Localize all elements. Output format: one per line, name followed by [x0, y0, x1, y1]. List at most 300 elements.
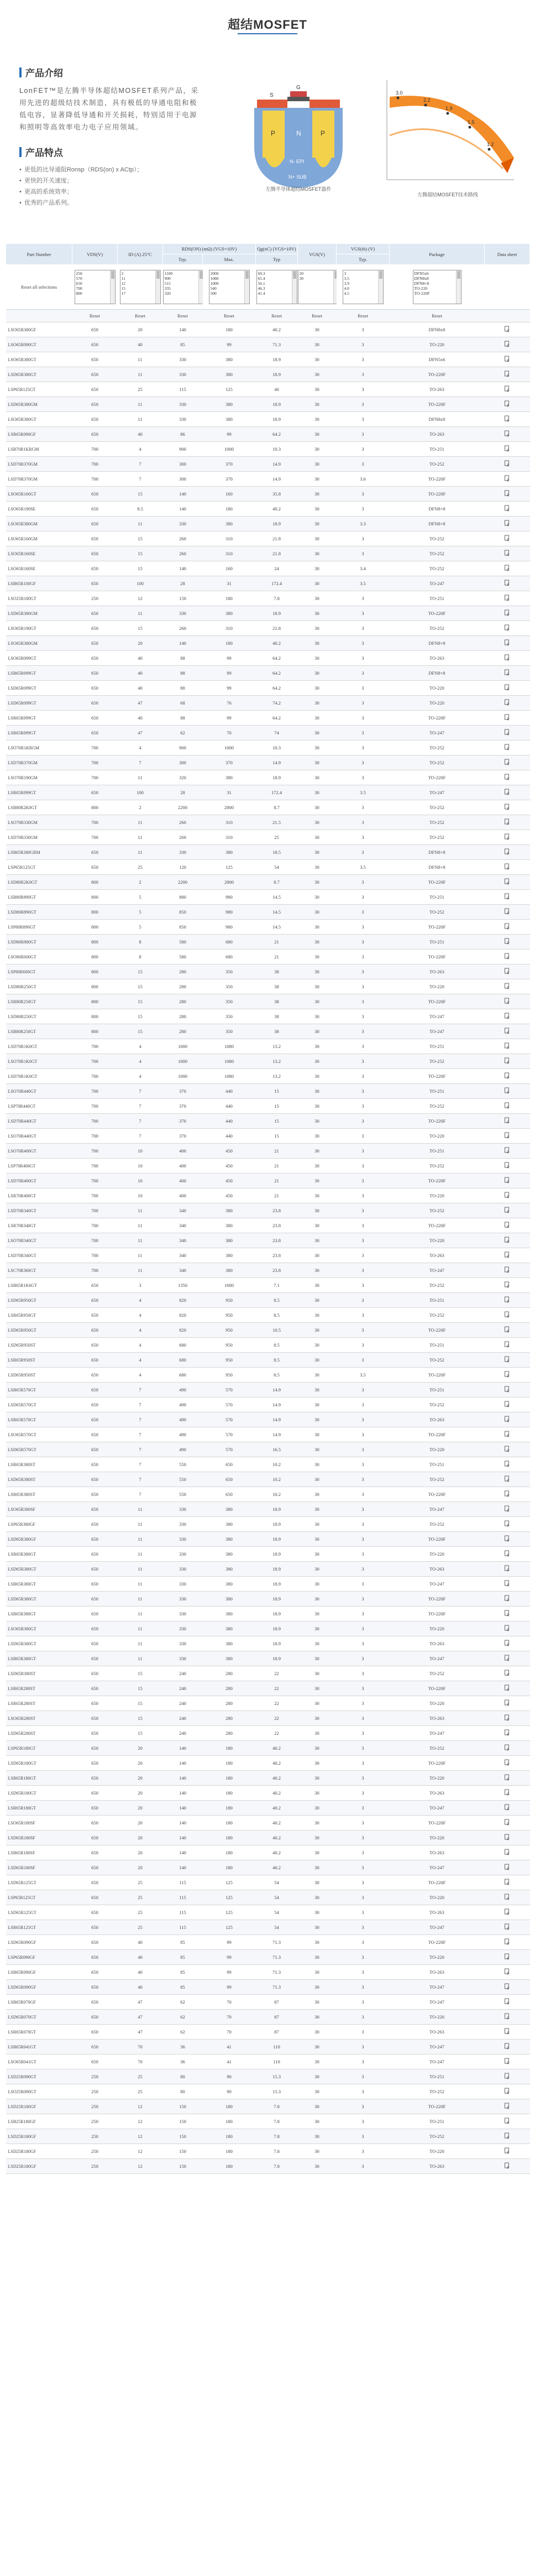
part-number-link[interactable]: LSD25R180GF: [6, 2129, 72, 2144]
part-number-link[interactable]: LSD65R380GM: [6, 606, 72, 621]
rds-typ-filter-select[interactable]: [163, 270, 203, 304]
scrollbar[interactable]: [244, 270, 249, 304]
part-number-link[interactable]: LSR65R380GT: [6, 1547, 72, 1562]
part-number-link[interactable]: LSB65R090GF: [6, 1965, 72, 1980]
datasheet-download-icon[interactable]: [485, 800, 530, 815]
datasheet-download-icon[interactable]: [485, 1218, 530, 1233]
part-number-link[interactable]: LSD65R125GT: [6, 1905, 72, 1920]
part-number-link[interactable]: LSP65R125GT: [6, 1890, 72, 1905]
datasheet-download-icon[interactable]: [485, 741, 530, 755]
datasheet-download-icon[interactable]: [485, 920, 530, 935]
datasheet-download-icon[interactable]: [485, 1442, 530, 1457]
part-number-link[interactable]: LSR65R950GT: [6, 1308, 72, 1323]
part-number-link[interactable]: LSD80R250GT: [6, 1009, 72, 1024]
filter-option[interactable]: 1080: [210, 276, 219, 281]
part-number-link[interactable]: LSB65R1K6GT: [6, 1278, 72, 1293]
part-number-link[interactable]: LSO25R180GT: [6, 591, 72, 606]
package-filter-select[interactable]: [413, 270, 461, 304]
filter-option[interactable]: 540: [210, 286, 217, 291]
scrollbar[interactable]: [198, 270, 203, 304]
datasheet-download-icon[interactable]: [485, 2054, 530, 2069]
datasheet-download-icon[interactable]: [485, 2010, 530, 2025]
part-number-link[interactable]: LSD65R950GT: [6, 1323, 72, 1338]
datasheet-download-icon[interactable]: [485, 1009, 530, 1024]
part-number-link[interactable]: LSB65R099GT: [6, 666, 72, 681]
part-number-link[interactable]: LSD65R099GT: [6, 681, 72, 696]
part-number-link[interactable]: LSP65R125GT: [6, 860, 72, 875]
part-number-link[interactable]: LSD65R380GT: [6, 367, 72, 382]
part-number-link[interactable]: LSD80R880GT: [6, 935, 72, 950]
part-number-link[interactable]: LSR65R180GT: [6, 1801, 72, 1816]
part-number-link[interactable]: LSD65R180GT: [6, 1756, 72, 1771]
datasheet-download-icon[interactable]: [485, 487, 530, 502]
part-number-link[interactable]: LSD65R380GT: [6, 1592, 72, 1607]
datasheet-download-icon[interactable]: [485, 427, 530, 442]
part-number-link[interactable]: LSP65R180GT: [6, 1741, 72, 1756]
part-number-link[interactable]: LSD70R370GM: [6, 755, 72, 770]
part-number-link[interactable]: LSD65R950GT: [6, 1293, 72, 1308]
part-number-link[interactable]: LSO65R090GT: [6, 337, 72, 352]
part-number-link[interactable]: LSD65R570GT: [6, 1397, 72, 1412]
filter-option[interactable]: 4.5: [344, 291, 349, 296]
datasheet-download-icon[interactable]: [485, 755, 530, 770]
part-number-link[interactable]: LSO70R190GM: [6, 770, 72, 785]
part-number-link[interactable]: LSD70R1K0GT: [6, 1039, 72, 1054]
datasheet-download-icon[interactable]: [485, 830, 530, 845]
part-number-link[interactable]: LSD65R380GM: [6, 397, 72, 412]
datasheet-download-icon[interactable]: [485, 591, 530, 606]
part-number-link[interactable]: LSO70R440GT: [6, 1129, 72, 1144]
part-number-link[interactable]: LSO70R330GM: [6, 815, 72, 830]
part-number-link[interactable]: LSD70R340GT: [6, 1248, 72, 1263]
reset-rds-typ-link[interactable]: Reset: [163, 310, 203, 322]
datasheet-download-icon[interactable]: [485, 1636, 530, 1651]
datasheet-download-icon[interactable]: [485, 1980, 530, 1995]
datasheet-download-icon[interactable]: [485, 561, 530, 576]
datasheet-download-icon[interactable]: [485, 666, 530, 681]
datasheet-download-icon[interactable]: [485, 1054, 530, 1069]
datasheet-download-icon[interactable]: [485, 1666, 530, 1681]
datasheet-download-icon[interactable]: [485, 1203, 530, 1218]
part-number-link[interactable]: LSO65R160GM: [6, 531, 72, 546]
filter-option[interactable]: 41.4: [258, 291, 265, 296]
datasheet-download-icon[interactable]: [485, 1084, 530, 1099]
datasheet-download-icon[interactable]: [485, 412, 530, 427]
reset-vgs-link[interactable]: Reset: [298, 310, 337, 322]
part-number-link[interactable]: LSC70R360GT: [6, 1263, 72, 1278]
datasheet-download-icon[interactable]: [485, 1532, 530, 1547]
part-number-link[interactable]: LSB65R100GF: [6, 576, 72, 591]
datasheet-download-icon[interactable]: [485, 1397, 530, 1412]
datasheet-download-icon[interactable]: [485, 875, 530, 890]
datasheet-download-icon[interactable]: [485, 1562, 530, 1577]
datasheet-download-icon[interactable]: [485, 621, 530, 636]
part-number-link[interactable]: LSP70R440GT: [6, 1099, 72, 1114]
filter-option[interactable]: 12: [121, 281, 125, 286]
scrollbar[interactable]: [110, 270, 115, 304]
part-number-link[interactable]: LSR70R400GT: [6, 1188, 72, 1203]
filter-option[interactable]: 65.4: [258, 276, 265, 281]
datasheet-download-icon[interactable]: [485, 1099, 530, 1114]
part-number-link[interactable]: LSB70R1KRGM: [6, 442, 72, 457]
part-number-link[interactable]: LSP80R890GT: [6, 920, 72, 935]
scrollbar[interactable]: [378, 270, 383, 304]
datasheet-download-icon[interactable]: [485, 1233, 530, 1248]
datasheet-download-icon[interactable]: [485, 1487, 530, 1502]
filter-option[interactable]: 69.3: [258, 271, 265, 276]
datasheet-download-icon[interactable]: [485, 322, 530, 337]
filter-option[interactable]: 1000: [210, 281, 219, 286]
part-number-link[interactable]: LSR65R099GT: [6, 785, 72, 800]
datasheet-download-icon[interactable]: [485, 1845, 530, 1860]
datasheet-download-icon[interactable]: [485, 337, 530, 352]
part-number-link[interactable]: LSR65R125GT: [6, 1920, 72, 1935]
datasheet-download-icon[interactable]: [485, 681, 530, 696]
datasheet-download-icon[interactable]: [485, 2084, 530, 2099]
part-number-link[interactable]: LSB65R380GRM: [6, 845, 72, 860]
datasheet-download-icon[interactable]: [485, 1920, 530, 1935]
part-number-link[interactable]: LSP65R125GT: [6, 382, 72, 397]
datasheet-download-icon[interactable]: [485, 1368, 530, 1383]
datasheet-download-icon[interactable]: [485, 1039, 530, 1054]
datasheet-download-icon[interactable]: [485, 1293, 530, 1308]
datasheet-download-icon[interactable]: [485, 1547, 530, 1562]
datasheet-download-icon[interactable]: [485, 1577, 530, 1592]
filter-option[interactable]: 335: [164, 286, 171, 291]
part-number-link[interactable]: LSP80R600GT: [6, 964, 72, 979]
datasheet-download-icon[interactable]: [485, 1860, 530, 1875]
datasheet-download-icon[interactable]: [485, 1607, 530, 1621]
part-number-link[interactable]: LSD25R180GF: [6, 2159, 72, 2174]
part-number-link[interactable]: LSR65R070GT: [6, 2025, 72, 2040]
part-number-link[interactable]: LSD70R340GT: [6, 1203, 72, 1218]
filter-option[interactable]: 500: [210, 291, 217, 296]
datasheet-download-icon[interactable]: [485, 1771, 530, 1786]
datasheet-download-icon[interactable]: [485, 546, 530, 561]
filter-option[interactable]: 56.1: [258, 281, 265, 286]
filter-option[interactable]: 30: [299, 276, 304, 281]
part-number-link[interactable]: LSR65R180GT: [6, 1771, 72, 1786]
rds-max-filter-select[interactable]: [209, 270, 250, 304]
datasheet-download-icon[interactable]: [485, 1308, 530, 1323]
part-number-link[interactable]: LSO65R380GM: [6, 517, 72, 531]
part-number-link[interactable]: LSP70R400GT: [6, 1159, 72, 1174]
reset-vds-link[interactable]: Reset: [72, 310, 118, 322]
filter-option[interactable]: DFN8×8: [414, 281, 429, 286]
part-number-link[interactable]: LSD70R330GM: [6, 830, 72, 845]
part-number-link[interactable]: LSO70R340GT: [6, 1233, 72, 1248]
datasheet-download-icon[interactable]: [485, 1621, 530, 1636]
datasheet-download-icon[interactable]: [485, 1188, 530, 1203]
filter-option[interactable]: 3: [344, 271, 347, 276]
part-number-link[interactable]: LSO70R440GT: [6, 1084, 72, 1099]
part-number-link[interactable]: LSR65R380ST: [6, 1457, 72, 1472]
part-number-link[interactable]: LSB80R250GT: [6, 1024, 72, 1039]
datasheet-download-icon[interactable]: [485, 1129, 530, 1144]
filter-option[interactable]: 4.0: [344, 286, 349, 291]
datasheet-download-icon[interactable]: [485, 517, 530, 531]
part-number-link[interactable]: LSB65R180SF: [6, 1845, 72, 1860]
datasheet-download-icon[interactable]: [485, 860, 530, 875]
datasheet-download-icon[interactable]: [485, 1263, 530, 1278]
datasheet-download-icon[interactable]: [485, 2069, 530, 2084]
datasheet-download-icon[interactable]: [485, 1069, 530, 1084]
part-number-link[interactable]: LSD80R2K0GT: [6, 875, 72, 890]
filter-option[interactable]: 1100: [164, 271, 173, 276]
part-number-link[interactable]: LSO65R180SF: [6, 1816, 72, 1831]
part-number-link[interactable]: LSR65R099GT: [6, 711, 72, 726]
part-number-link[interactable]: LSB65R380GT: [6, 1651, 72, 1666]
datasheet-download-icon[interactable]: [485, 1144, 530, 1159]
filter-option[interactable]: TO-220: [414, 286, 428, 291]
part-number-link[interactable]: LSD65R380GT: [6, 1636, 72, 1651]
datasheet-download-icon[interactable]: [485, 651, 530, 666]
datasheet-download-icon[interactable]: [485, 711, 530, 726]
datasheet-download-icon[interactable]: [485, 2144, 530, 2159]
scrollbar[interactable]: [456, 270, 461, 304]
part-number-link[interactable]: LSD65R125GT: [6, 1875, 72, 1890]
part-number-link[interactable]: LSO65R160SE: [6, 546, 72, 561]
datasheet-download-icon[interactable]: [485, 352, 530, 367]
part-number-link[interactable]: LSD65R180GT: [6, 1786, 72, 1801]
datasheet-download-icon[interactable]: [485, 1696, 530, 1711]
datasheet-download-icon[interactable]: [485, 845, 530, 860]
part-number-link[interactable]: LSD65R570GT: [6, 1442, 72, 1457]
filter-option[interactable]: 17: [121, 291, 125, 296]
vgsth-filter-select[interactable]: [343, 270, 384, 304]
part-number-link[interactable]: LSD25R180GF: [6, 2144, 72, 2159]
datasheet-download-icon[interactable]: [485, 770, 530, 785]
reset-qg-link[interactable]: Reset: [256, 310, 298, 322]
datasheet-download-icon[interactable]: [485, 1801, 530, 1816]
part-number-link[interactable]: LSB65R570GT: [6, 1383, 72, 1397]
datasheet-download-icon[interactable]: [485, 636, 530, 651]
part-number-link[interactable]: LSD25R180GF: [6, 2099, 72, 2114]
part-number-link[interactable]: LSD65R380GF: [6, 1532, 72, 1547]
part-number-link[interactable]: LSO65R190GT: [6, 621, 72, 636]
datasheet-download-icon[interactable]: [485, 1592, 530, 1607]
datasheet-download-icon[interactable]: [485, 1995, 530, 2010]
part-number-link[interactable]: LSO65R570GT: [6, 1427, 72, 1442]
part-number-link[interactable]: LSO65R380SF: [6, 1502, 72, 1517]
datasheet-download-icon[interactable]: [485, 1024, 530, 1039]
part-number-link[interactable]: LSD65R280ST: [6, 1726, 72, 1741]
scrollbar[interactable]: [292, 270, 297, 304]
part-number-link[interactable]: LSB80R2K0GT: [6, 800, 72, 815]
part-number-link[interactable]: LSR80R250GT: [6, 994, 72, 1009]
part-number-link[interactable]: LSD70R1K0GT: [6, 1069, 72, 1084]
datasheet-download-icon[interactable]: [485, 1412, 530, 1427]
datasheet-download-icon[interactable]: [485, 1114, 530, 1129]
part-number-link[interactable]: LSO65R380GF: [6, 322, 72, 337]
datasheet-download-icon[interactable]: [485, 1756, 530, 1771]
datasheet-download-icon[interactable]: [485, 1174, 530, 1188]
filter-option[interactable]: 650: [76, 281, 82, 286]
datasheet-download-icon[interactable]: [485, 890, 530, 905]
datasheet-download-icon[interactable]: [485, 1950, 530, 1965]
datasheet-download-icon[interactable]: [485, 1517, 530, 1532]
datasheet-download-icon[interactable]: [485, 696, 530, 711]
datasheet-download-icon[interactable]: [485, 367, 530, 382]
datasheet-download-icon[interactable]: [485, 2040, 530, 2054]
filter-option[interactable]: 900: [164, 276, 171, 281]
datasheet-download-icon[interactable]: [485, 1905, 530, 1920]
part-number-link[interactable]: LSD65R380ST: [6, 1472, 72, 1487]
datasheet-download-icon[interactable]: [485, 1786, 530, 1801]
datasheet-download-icon[interactable]: [485, 2099, 530, 2114]
reset-all-selections[interactable]: Reset all selections: [6, 265, 72, 310]
filter-option[interactable]: 11: [121, 276, 125, 281]
datasheet-download-icon[interactable]: [485, 1875, 530, 1890]
part-number-link[interactable]: LSD70R440GT: [6, 1114, 72, 1129]
part-number-link[interactable]: LSO65R380GT: [6, 1621, 72, 1636]
part-number-link[interactable]: LSB25R180GF: [6, 2114, 72, 2129]
part-number-link[interactable]: LSD65R950ST: [6, 1338, 72, 1353]
filter-option[interactable]: 3.5: [344, 276, 349, 281]
part-number-link[interactable]: LSO70R1K0GT: [6, 1054, 72, 1069]
part-number-link[interactable]: LSR65R950ST: [6, 1353, 72, 1368]
datasheet-download-icon[interactable]: [485, 726, 530, 741]
part-number-link[interactable]: LSD70R400GT: [6, 1174, 72, 1188]
filter-option[interactable]: 46.3: [258, 286, 265, 291]
part-number-link[interactable]: LSD65R180SF: [6, 1860, 72, 1875]
filter-option[interactable]: 515: [164, 281, 171, 286]
datasheet-download-icon[interactable]: [485, 502, 530, 517]
part-number-link[interactable]: LSB65R070GF: [6, 1995, 72, 2010]
datasheet-download-icon[interactable]: [485, 1248, 530, 1263]
filter-option[interactable]: 570: [76, 276, 82, 281]
scrollbar[interactable]: [155, 270, 160, 304]
part-number-link[interactable]: LSO65R160SE: [6, 561, 72, 576]
part-number-link[interactable]: LSD65R180SF: [6, 1831, 72, 1845]
part-number-link[interactable]: LSD65R380GT: [6, 1562, 72, 1577]
part-number-link[interactable]: LSB80R890GT: [6, 890, 72, 905]
datasheet-download-icon[interactable]: [485, 1831, 530, 1845]
datasheet-download-icon[interactable]: [485, 905, 530, 920]
datasheet-download-icon[interactable]: [485, 964, 530, 979]
part-number-link[interactable]: LSR65R090GF: [6, 427, 72, 442]
filter-option[interactable]: 3.9: [344, 281, 349, 286]
part-number-link[interactable]: LSO65R280ST: [6, 1711, 72, 1726]
qg-filter-select[interactable]: [256, 270, 297, 304]
vgs-filter-select[interactable]: [298, 270, 337, 304]
reset-package-link[interactable]: Reset: [390, 310, 485, 322]
part-number-link[interactable]: LSO65R041GT: [6, 2054, 72, 2069]
datasheet-download-icon[interactable]: [485, 382, 530, 397]
datasheet-download-icon[interactable]: [485, 1278, 530, 1293]
part-number-link[interactable]: LSR65R099GT: [6, 726, 72, 741]
reset-id-link[interactable]: Reset: [118, 310, 163, 322]
part-number-link[interactable]: LSD70R370GM: [6, 457, 72, 472]
part-number-link[interactable]: LSD25R090GT: [6, 2069, 72, 2084]
part-number-link[interactable]: LSO65R099GT: [6, 651, 72, 666]
part-number-link[interactable]: LSO65R190SE: [6, 502, 72, 517]
part-number-link[interactable]: LSB65R380GT: [6, 1607, 72, 1621]
part-number-link[interactable]: LSO80R600GT: [6, 950, 72, 964]
filter-option[interactable]: 320: [164, 291, 171, 296]
part-number-link[interactable]: LSR70R340GT: [6, 1218, 72, 1233]
datasheet-download-icon[interactable]: [485, 2114, 530, 2129]
datasheet-download-icon[interactable]: [485, 1159, 530, 1174]
part-number-link[interactable]: LSO65R380GT: [6, 412, 72, 427]
part-number-link[interactable]: LSP65R090GF: [6, 1950, 72, 1965]
part-number-link[interactable]: LSO65R380GT: [6, 352, 72, 367]
vds-filter-select[interactable]: [75, 270, 116, 304]
part-number-link[interactable]: LSO70R400GT: [6, 1144, 72, 1159]
part-number-link[interactable]: LSO65R380GM: [6, 636, 72, 651]
datasheet-download-icon[interactable]: [485, 1427, 530, 1442]
part-number-link[interactable]: LSR65R380ST: [6, 1487, 72, 1502]
part-number-link[interactable]: LSR65R570GT: [6, 1412, 72, 1427]
datasheet-download-icon[interactable]: [485, 1935, 530, 1950]
datasheet-download-icon[interactable]: [485, 457, 530, 472]
datasheet-download-icon[interactable]: [485, 815, 530, 830]
scrollbar[interactable]: [333, 270, 337, 304]
part-number-link[interactable]: LSR65R280ST: [6, 1681, 72, 1696]
datasheet-download-icon[interactable]: [485, 1816, 530, 1831]
filter-option[interactable]: TO-220F: [414, 291, 430, 296]
datasheet-download-icon[interactable]: [485, 785, 530, 800]
datasheet-download-icon[interactable]: [485, 2129, 530, 2144]
datasheet-download-icon[interactable]: [485, 606, 530, 621]
part-number-link[interactable]: LSP65R380GF: [6, 1517, 72, 1532]
datasheet-download-icon[interactable]: [485, 1965, 530, 1980]
datasheet-download-icon[interactable]: [485, 442, 530, 457]
part-number-link[interactable]: LSO25R090GT: [6, 2084, 72, 2099]
datasheet-download-icon[interactable]: [485, 1741, 530, 1756]
part-number-link[interactable]: LSD65R090GF: [6, 1980, 72, 1995]
datasheet-download-icon[interactable]: [485, 397, 530, 412]
part-number-link[interactable]: LSD65R070GT: [6, 2010, 72, 2025]
part-number-link[interactable]: LSR65R280ST: [6, 1696, 72, 1711]
part-number-link[interactable]: LSD65R099GT: [6, 696, 72, 711]
filter-option[interactable]: DFN8x8: [414, 276, 429, 281]
part-number-link[interactable]: LSB65R041GT: [6, 2040, 72, 2054]
datasheet-download-icon[interactable]: [485, 950, 530, 964]
part-number-link[interactable]: LSD70R370GM: [6, 472, 72, 487]
datasheet-download-icon[interactable]: [485, 1711, 530, 1726]
datasheet-download-icon[interactable]: [485, 1353, 530, 1368]
datasheet-download-icon[interactable]: [485, 1472, 530, 1487]
datasheet-download-icon[interactable]: [485, 472, 530, 487]
part-number-link[interactable]: LSD65R090GF: [6, 1935, 72, 1950]
datasheet-download-icon[interactable]: [485, 531, 530, 546]
filter-option[interactable]: 2000: [210, 271, 219, 276]
datasheet-download-icon[interactable]: [485, 1502, 530, 1517]
datasheet-download-icon[interactable]: [485, 935, 530, 950]
reset-rds-max-link[interactable]: Reset: [203, 310, 256, 322]
filter-option[interactable]: 2: [121, 271, 124, 276]
datasheet-download-icon[interactable]: [485, 1323, 530, 1338]
datasheet-download-icon[interactable]: [485, 576, 530, 591]
datasheet-download-icon[interactable]: [485, 1726, 530, 1741]
filter-option[interactable]: DFN5x6: [414, 271, 429, 276]
datasheet-download-icon[interactable]: [485, 1890, 530, 1905]
part-number-link[interactable]: LSD65R380ST: [6, 1666, 72, 1681]
filter-option[interactable]: 250: [76, 271, 82, 276]
filter-option[interactable]: 700: [76, 286, 82, 291]
datasheet-download-icon[interactable]: [485, 1651, 530, 1666]
part-number-link[interactable]: LSD80R890GT: [6, 905, 72, 920]
datasheet-download-icon[interactable]: [485, 1681, 530, 1696]
datasheet-download-icon[interactable]: [485, 2159, 530, 2174]
datasheet-download-icon[interactable]: [485, 1383, 530, 1397]
part-number-link[interactable]: LSO65R160GT: [6, 487, 72, 502]
filter-option[interactable]: 20: [299, 271, 304, 276]
part-number-link[interactable]: LSB65R380GT: [6, 1577, 72, 1592]
part-number-link[interactable]: LSD65R950ST: [6, 1368, 72, 1383]
datasheet-download-icon[interactable]: [485, 1338, 530, 1353]
